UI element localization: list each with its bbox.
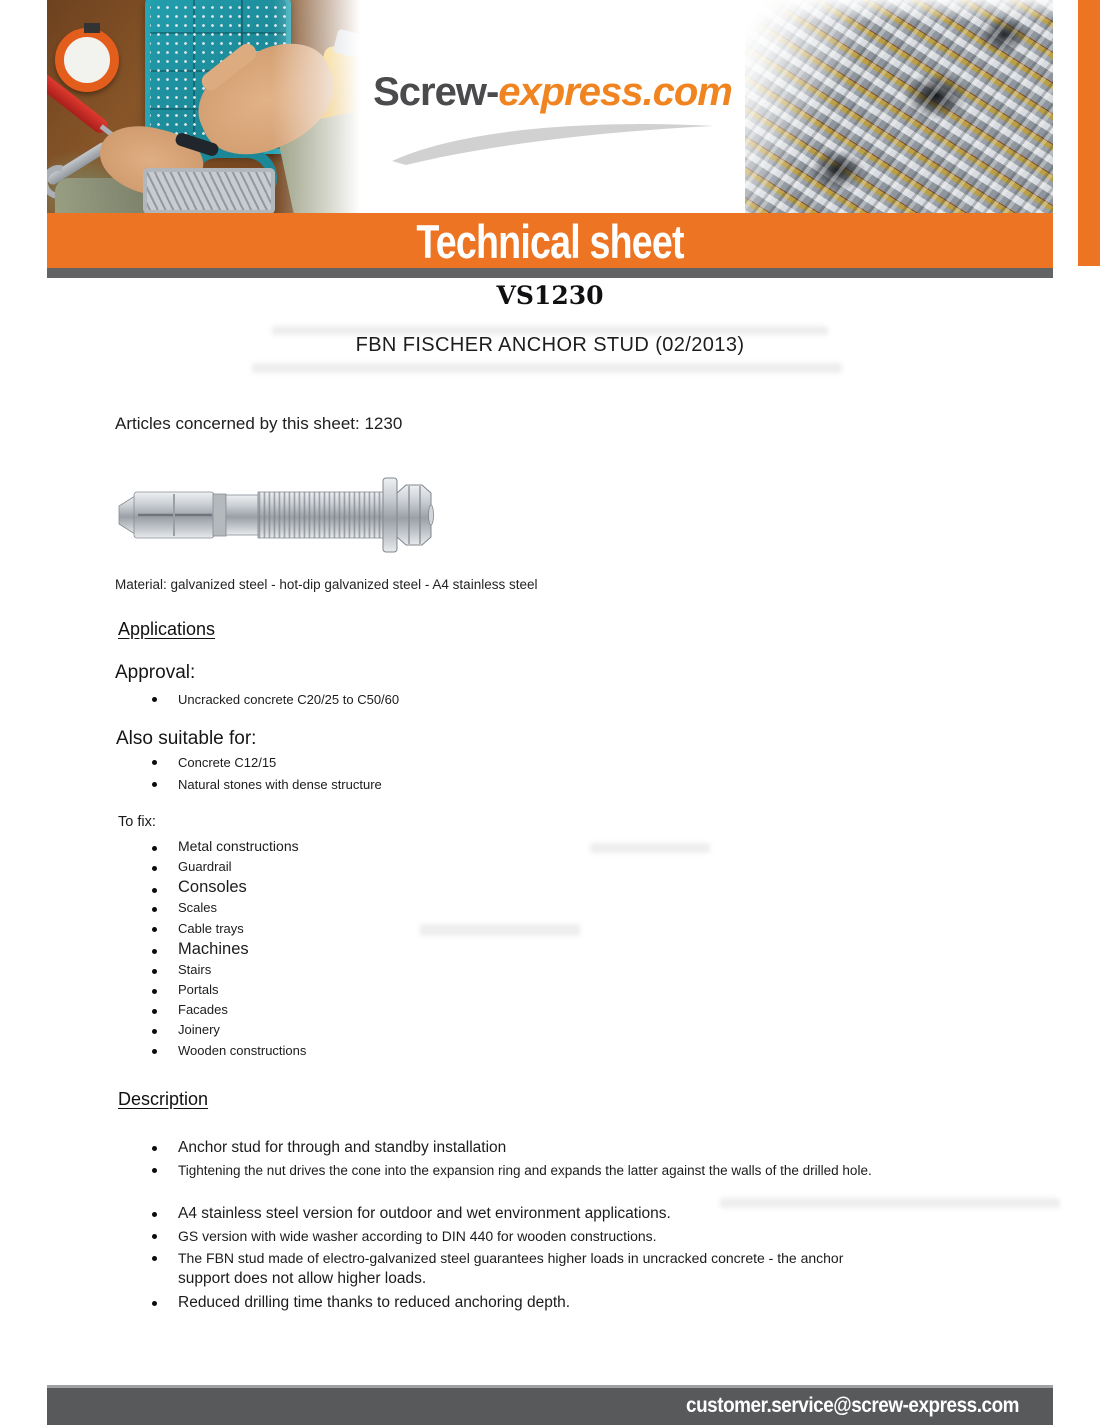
list-item: Anchor stud for through and standby installation bbox=[115, 1138, 995, 1158]
scan-artifact bbox=[590, 843, 710, 853]
list-item: Wooden constructions bbox=[115, 1043, 306, 1058]
product-image-anchor-stud bbox=[116, 474, 434, 556]
list-item: A4 stainless steel version for outdoor and wet environment applications. bbox=[115, 1204, 995, 1224]
articles-concerned-line: Articles concerned by this sheet: 1230 bbox=[115, 414, 403, 433]
logo bbox=[360, 70, 745, 180]
logo-text bbox=[360, 70, 745, 115]
list-item: Scales bbox=[115, 900, 306, 915]
material-line: Material: galvanized steel - hot-dip galvanized steel - A4 stainless steel bbox=[115, 577, 538, 592]
list-item: Stairs bbox=[115, 962, 306, 977]
logo-part-screw: Screw- bbox=[373, 70, 499, 114]
header-photo-workbench bbox=[47, 0, 360, 213]
list-item: Facades bbox=[115, 1002, 306, 1017]
list-item: Reduced drilling time thanks to reduced anchoring depth. bbox=[115, 1293, 995, 1313]
description-heading: Description bbox=[118, 1089, 209, 1109]
logo-swoosh-graphic bbox=[388, 117, 718, 165]
scan-artifact bbox=[252, 363, 842, 373]
scan-artifact bbox=[272, 326, 828, 335]
list-item: Machines bbox=[115, 941, 306, 958]
also-suitable-list bbox=[115, 753, 382, 797]
list-item: GS version with wide washer according to DIN 440 for wooden constructions. bbox=[115, 1227, 995, 1246]
list-item: Uncracked concrete C20/25 to C50/60 bbox=[115, 690, 399, 709]
list-item bbox=[115, 1249, 995, 1290]
footer-bar bbox=[47, 1385, 1053, 1425]
list-item: Cable trays bbox=[115, 921, 306, 936]
anchor-stud-drawing bbox=[116, 474, 434, 556]
list-item-continuation: support does not allow higher loads. bbox=[178, 1270, 427, 1287]
document-code: VS1230 bbox=[496, 281, 604, 310]
list-item: Natural stones with dense structure bbox=[115, 775, 382, 794]
orange-edge-strip bbox=[1078, 0, 1100, 266]
list-item-text: The FBN stud made of electro-galvanized steel guarantees higher loads in uncracked concrete - the anchor bbox=[178, 1250, 844, 1266]
to-fix-heading: To fix: bbox=[118, 814, 156, 830]
banner-title: Technical sheet bbox=[416, 215, 684, 268]
list-item: Metal constructions bbox=[115, 839, 306, 854]
to-fix-list bbox=[115, 839, 306, 1063]
list-item: Concrete C12/15 bbox=[115, 753, 382, 772]
logo-part-express: express.com bbox=[498, 70, 732, 114]
banner-shadow-bar bbox=[47, 268, 1053, 278]
list-item: Consoles bbox=[115, 879, 306, 896]
header-photo-screws bbox=[745, 0, 1053, 218]
list-item: Guardrail bbox=[115, 859, 306, 874]
document-title: FBN FISCHER ANCHOR STUD (02/2013) bbox=[355, 334, 745, 356]
technical-sheet-banner bbox=[47, 213, 1053, 268]
approval-list bbox=[115, 690, 399, 709]
also-suitable-heading: Also suitable for: bbox=[116, 728, 257, 749]
applications-heading: Applications bbox=[118, 619, 216, 639]
list-item: Portals bbox=[115, 982, 306, 997]
list-item: Joinery bbox=[115, 1022, 306, 1037]
description-list bbox=[115, 1138, 995, 1316]
photo-fade bbox=[47, 0, 360, 213]
list-item: Tightening the nut drives the cone into the expansion ring and expands the latter against the walls of the drilled hole. bbox=[115, 1161, 995, 1180]
approval-heading: Approval: bbox=[115, 662, 196, 683]
scan-artifact bbox=[420, 924, 580, 936]
customer-service-email: customer.service@screw-express.com bbox=[685, 1394, 1019, 1417]
